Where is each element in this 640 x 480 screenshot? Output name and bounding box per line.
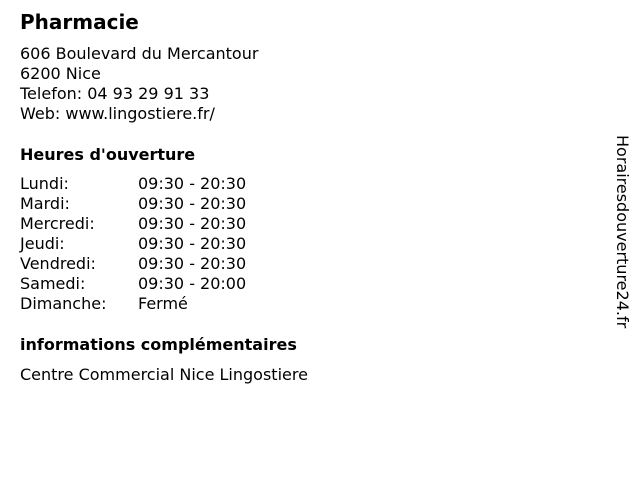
time-value: 09:30 - 20:30 <box>138 194 247 213</box>
day-label: Vendredi: <box>20 254 96 273</box>
day-label: Mardi: <box>20 194 70 213</box>
hours-row-saturday <box>20 274 246 294</box>
time-value: Fermé <box>138 294 188 313</box>
day-label: Mercredi: <box>20 214 95 233</box>
hours-row-thursday <box>20 234 246 254</box>
time-value: 09:30 - 20:30 <box>138 234 247 253</box>
time-value: 09:30 - 20:30 <box>138 254 247 273</box>
day-label: Dimanche: <box>20 294 107 313</box>
hours-row-wednesday <box>20 214 246 234</box>
time-value: 09:30 - 20:30 <box>138 214 247 233</box>
opening-hours-table <box>20 174 246 314</box>
store-info <box>20 44 258 124</box>
hours-heading: Heures d'ouverture <box>20 145 196 164</box>
website: Web: www.lingostiere.fr/ <box>20 104 215 123</box>
time-value: 09:30 - 20:30 <box>138 174 247 193</box>
hours-row-monday <box>20 174 246 194</box>
extra-info-text: Centre Commercial Nice Lingostiere <box>20 365 308 384</box>
site-watermark: Horairesdouverture24.fr <box>613 135 632 329</box>
address-line-1: 606 Boulevard du Mercantour <box>20 44 259 63</box>
hours-row-tuesday <box>20 194 246 214</box>
hours-row-sunday <box>20 294 246 314</box>
page-title: Pharmacie <box>20 10 139 34</box>
day-label: Lundi: <box>20 174 69 193</box>
address-line-2: 6200 Nice <box>20 64 101 83</box>
day-label: Samedi: <box>20 274 86 293</box>
time-value: 09:30 - 20:00 <box>138 274 247 293</box>
day-label: Jeudi: <box>20 234 65 253</box>
extra-info-heading: informations complémentaires <box>20 335 297 354</box>
hours-row-friday <box>20 254 246 274</box>
phone-number: Telefon: 04 93 29 91 33 <box>20 84 210 103</box>
